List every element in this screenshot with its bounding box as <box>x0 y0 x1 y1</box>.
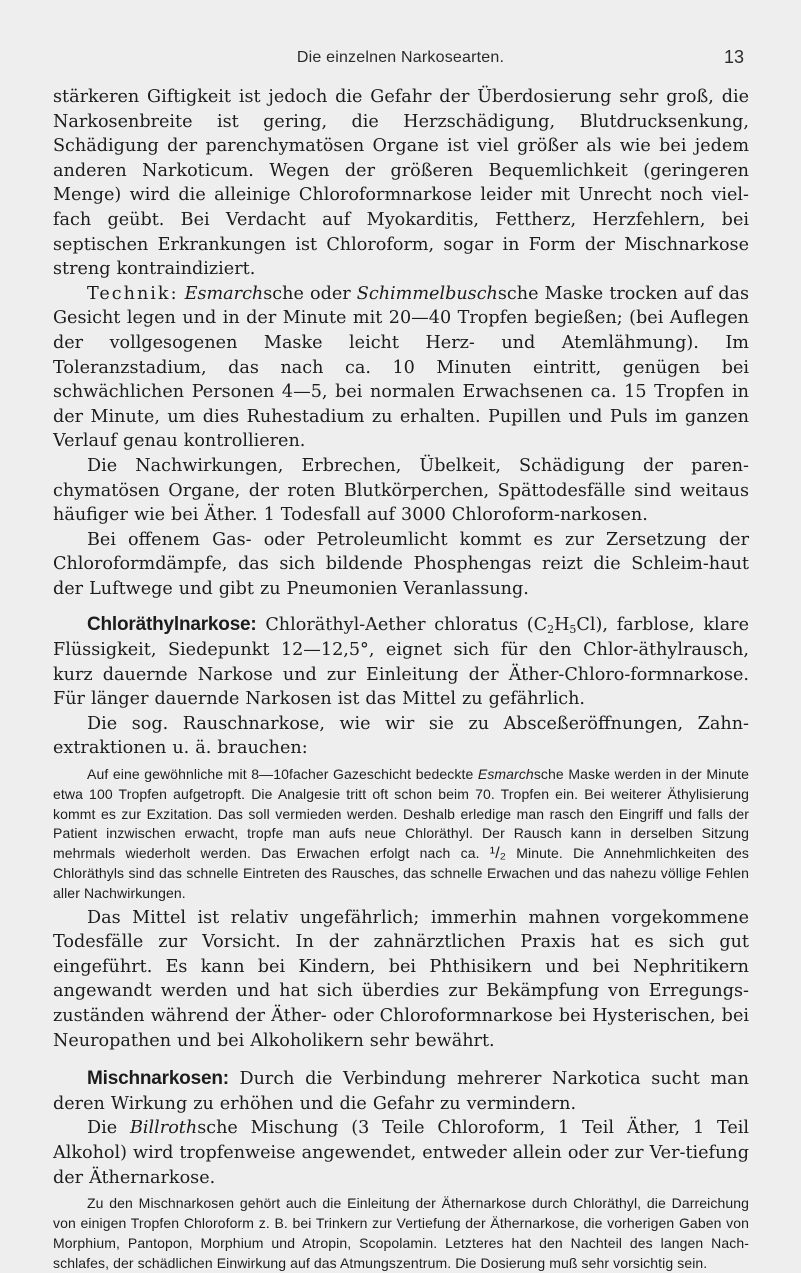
label-technik: Technik: <box>87 283 179 304</box>
text: Das Mittel ist relativ ungefährlich; immerhin mahnen vorgekommene Todesfälle zur Vorsicht. In der zahnärztlichen Praxis hat es sich gut eingeführt. Es kann bei Kindern, bei Phthisikern und bei Nephritikern angewandt werden und hat sich überdies zur Bekämpfung von Erregungs-zuständen während der Äther- oder Chloroformnarkose bei Hysterischen, bei Neuropathen und bei Alkoholikern sehr bewährt. <box>53 907 749 1051</box>
paragraph-mittel-ungefaehrlich <box>53 906 749 1054</box>
paragraph-nachwirkungen <box>53 454 749 528</box>
page-number: 13 <box>723 47 744 67</box>
footnote-rausch-procedure: Auf eine gewöhnliche mit 8—10facher Gazeschicht bedeckte Esmarchsche Maske werden in der Minute etwa 100 Tropfen aufgetropft. Die Analgesie tritt oft schon beim 70. Tropfen ein. Bei weiterer Äthylisierung kommt es zur Exzitation. Das soll vermieden werden. Deshalb erledige man rasch den Eingriff und falls der Patient inzwischen erwacht, tropfe man aufs neue Chloräthyl. Der Rausch kann in derselben Sitzung mehrmals wiederholt werden. Das Erwachen erfolgt nach ca. ¹/₂ Minute. Die Annehmlichkeiten des Chloräthyls sind das schnelle Eintreten des Rausches, das schnelle Erwachen und das nahezu völlige Fehlen aller Nachwirkungen. <box>53 766 749 901</box>
heading-chloraethylnarkose: Chloräthylnarkose: <box>87 614 257 636</box>
text: Bei offenem Gas- oder Petroleumlicht kommt es zur Zersetzung der Chloroformdämpfe, das sich bildende Phosphengas reizt die Schleim-haut der Luftwege und gibt zu Pneumonien Veranlassung. <box>53 529 749 599</box>
paragraph-rauschnarkose <box>53 712 749 761</box>
body-text <box>53 85 749 1273</box>
name-schimmelbusch: Schimmelbusch <box>356 283 498 304</box>
name-esmarch: Esmarch <box>184 283 264 304</box>
name-esmarch: Esmarch <box>477 766 534 783</box>
section-mischnarkosen: Mischnarkosen: Durch die Verbindung mehrerer Narkotica sucht man deren Wirkung zu erhöhen und die Gefahr zu vermindern. <box>53 1068 749 1114</box>
text: sche Maske trocken auf das Gesicht legen und in der Minute mit 20—40 Tropfen begießen; (bei Auflegen der vollgesogenen Maske leicht Herz- und Atemlähmung). Im Toleranzstadium, das nach ca. 10 Minuten eintritt, genügen bei schwächlichen Personen 4—5, bei normalen Erwachsenen ca. 15 Tropfen in der Minute, um dies Ruhestadium zu erhalten. Pupillen und Puls im ganzen Verlauf genau kontrollieren. <box>53 283 749 452</box>
heading-mischnarkosen: Mischnarkosen: <box>87 1068 229 1090</box>
running-head: Die einzelnen Narkosearten. <box>296 49 505 66</box>
text: Die Nachwirkungen, Erbrechen, Übelkeit, Schädigung der paren-chymatösen Organe, der roten Blutkörperchen, Spättodesfälle sind weitaus häufiger wie bei Äther. 1 Todesfall auf 3000 Chloroform-narkosen. <box>53 455 749 526</box>
paragraph-technik <box>53 282 749 454</box>
paragraph-chloroform-risks <box>53 85 749 282</box>
text: Zu den Mischnarkosen gehört auch die Einleitung der Äthernarkose durch Chloräthyl, die Darreichung von einigen Tropfen Chloroform z. B. bei Trinkern zur Vertiefung der Äthernarkose, die vorherigen Gaben von Morphium, Pantopon, Morphium und Atropin, Scopolamin. Letzteres hat den Nachteil des langen Nach-schlafes, der schädlichen Einwirkung auf das Atmungszentrum. Die Dosierung muß sehr vorsichtig sein. <box>53 1195 749 1271</box>
page-header <box>0 49 801 69</box>
fraction-half: ¹/₂ <box>489 845 507 863</box>
text: stärkeren Giftigkeit ist jedoch die Gefahr der Überdosierung sehr groß, die Narkosenbreite ist gering, die Herzschädigung, Blutdrucksenkung, Schädigung der parenchymatösen Organe ist viel größer als wie bei jedem anderen Narkoticum. Wegen der größeren Bequemlichkeit (geringeren Menge) wird die alleinige Chloroformnarkose leider mit Unrecht noch viel-fach geübt. Bei Verdacht auf Myokarditis, Fettherz, Herzfehlern, bei septischen Erkrankungen ist Chloroform, sogar in Form der Mischnarkose streng kontraindiziert. <box>53 87 749 280</box>
text: Die sog. Rauschnarkose, wie wir sie zu Absceßeröffnungen, Zahn-extraktionen u. ä. brauchen: <box>53 713 749 759</box>
paragraph-billroth: Die Billrothsche Mischung (3 Teile Chloroform, 1 Teil Äther, 1 Teil Alkohol) wird tropfenweise angewendet, entweder allein oder zur Ver-tiefung der Äthernarkose. <box>53 1118 749 1188</box>
section-chloraethylnarkose: Chloräthylnarkose: Chloräthyl-Aether chloratus $(C_2H_5Cl)$, farblose, klare Flüssigkeit, Siedepunkt 12—12,5°, eignet sich für den Chlor-äthylrausch, kurz dauernde Narkose und zur Einleitung der Äther-Chloro-formnarkose. Für länger dauernde Narkosen ist das Mittel zu gefährlich. <box>53 614 749 710</box>
name-billroth: Billroth <box>129 1118 198 1139</box>
text: sche oder <box>263 283 357 304</box>
paragraph-zersetzung <box>53 528 749 602</box>
